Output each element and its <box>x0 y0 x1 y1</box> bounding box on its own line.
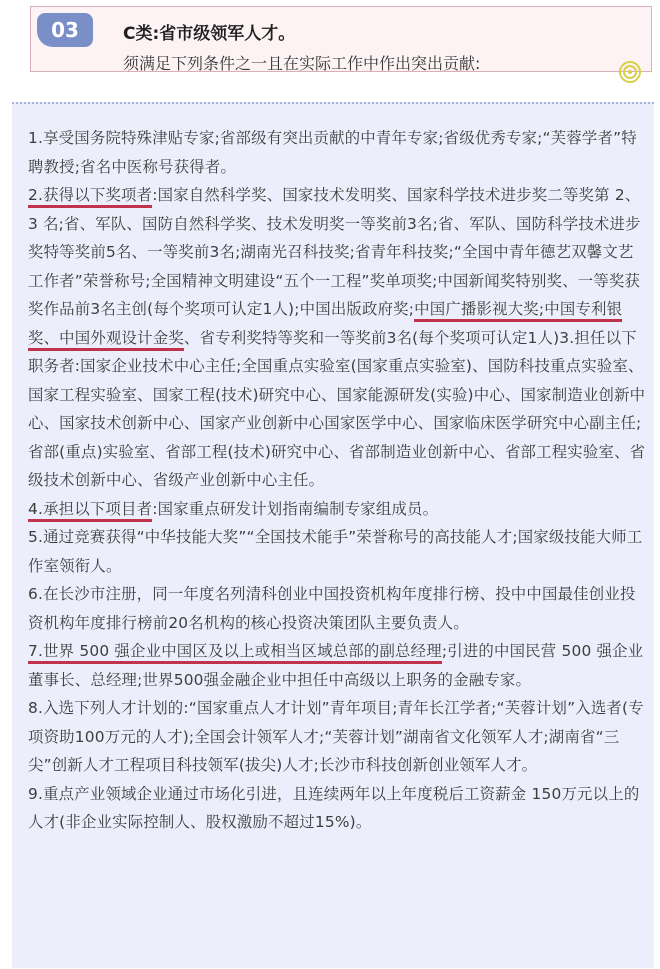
criterion-6: 6.在长沙市注册，同一年度名列清科创业中国投资机构年度排行榜、投中中国最佳创业投资机构年度排行榜前20名机构的核心投资决策团队主要负责人。 <box>28 585 636 632</box>
criterion-4: 4.承担以下项目者:国家重点研发计划指南编制专家组成员。 <box>28 495 648 524</box>
header-card <box>30 6 652 72</box>
highlight-fortune500: 7.世界 500 强企业中国区及以上或相当区域总部的副总经理 <box>28 642 442 664</box>
highlight-projects: 4.承担以下项目者 <box>28 500 152 522</box>
criterion-5: 5.通过竞赛获得“中华技能大奖”“全国技术能手”荣誉称号的高技能人才;国家级技能大师工作室领衔人。 <box>28 528 643 575</box>
section-subtitle: 须满足下列条件之一且在实际工作中作出突出贡献: <box>123 54 481 73</box>
criterion-1: 1.享受国务院特殊津贴专家;省部级有突出贡献的中青年专家;省级优秀专家;“芙蓉学者”特聘教授;省名中医称号获得者。 <box>28 129 637 176</box>
criterion-2: 2.获得以下奖项者:国家自然科学奖、国家技术发明奖、国家科学技术进步奖二等奖第 2、3 名;省、军队、国防自然科学奖、技术发明奖一等奖前3名;省、军队、国防科学技术进步奖特等奖前5名、一等奖前3名;湖南光召科技奖;省青年科技奖;“全国中青年德艺双馨文艺工作者”荣誉称号;全国精神文明建设“五个一工程”奖单项奖;中国新闻奖特别奖、一等奖获奖作品前3名主创(每个奖项可认定1人);中国出版政府奖;中国广播影视大奖;中国专利银奖、中国外观设计金奖、省专利奖特等奖和一等奖前3名(每个奖项可认定1人)3.担任以下职务者:国家企业技术中心主任;全国重点实验室(国家重点实验室)、国防科技重点实验室、国家工程实验室、国家工程(技术)研究中心、国家能源研发(实验)中心、国家制造业创新中心、国家技术创新中心、国家产业创新中心国家医学中心、国家临床医学研究中心副主任;省部(重点)实验室、省部工程(技术)研究中心、省部制造业创新中心、省部工程实验室、省级技术创新中心、省级产业创新中心主任。 <box>28 186 646 489</box>
section-number-badge: 03 <box>37 13 93 47</box>
decorative-swirl-icon <box>618 60 642 84</box>
highlight-awards-2: 中国广播影视大奖;中国专利银奖、中国外观设计金奖 <box>28 300 622 351</box>
criterion-7: 7.世界 500 强企业中国区及以上或相当区域总部的副总经理;引进的中国民营 500 强企业董事长、总经理;世界500强金融企业中担任中高级以上职务的金融专家。 <box>28 642 644 689</box>
criteria-list <box>28 124 648 837</box>
criterion-9: 9.重点产业领域企业通过市场化引进，且连续两年以上年度税后工资薪金 150万元以上的人才(非企业实际控制人、股权激励不超过15%)。 <box>28 784 640 831</box>
highlight-awards: 2.获得以下奖项者 <box>28 186 152 208</box>
criterion-8: 8.入选下列人才计划的:“国家重点人才计划”青年项目;青年长江学者;“芙蓉计划”入选者(专项资助100万元的人才);全国会计领军人才;“芙蓉计划”湖南省文化领军人才;湖南省“三尖”创新人才工程项目科技领军(拔尖)人才;长沙市科技创新创业领军人才。 <box>28 699 644 774</box>
section-title: C类:省市级领军人才。 <box>123 24 296 44</box>
